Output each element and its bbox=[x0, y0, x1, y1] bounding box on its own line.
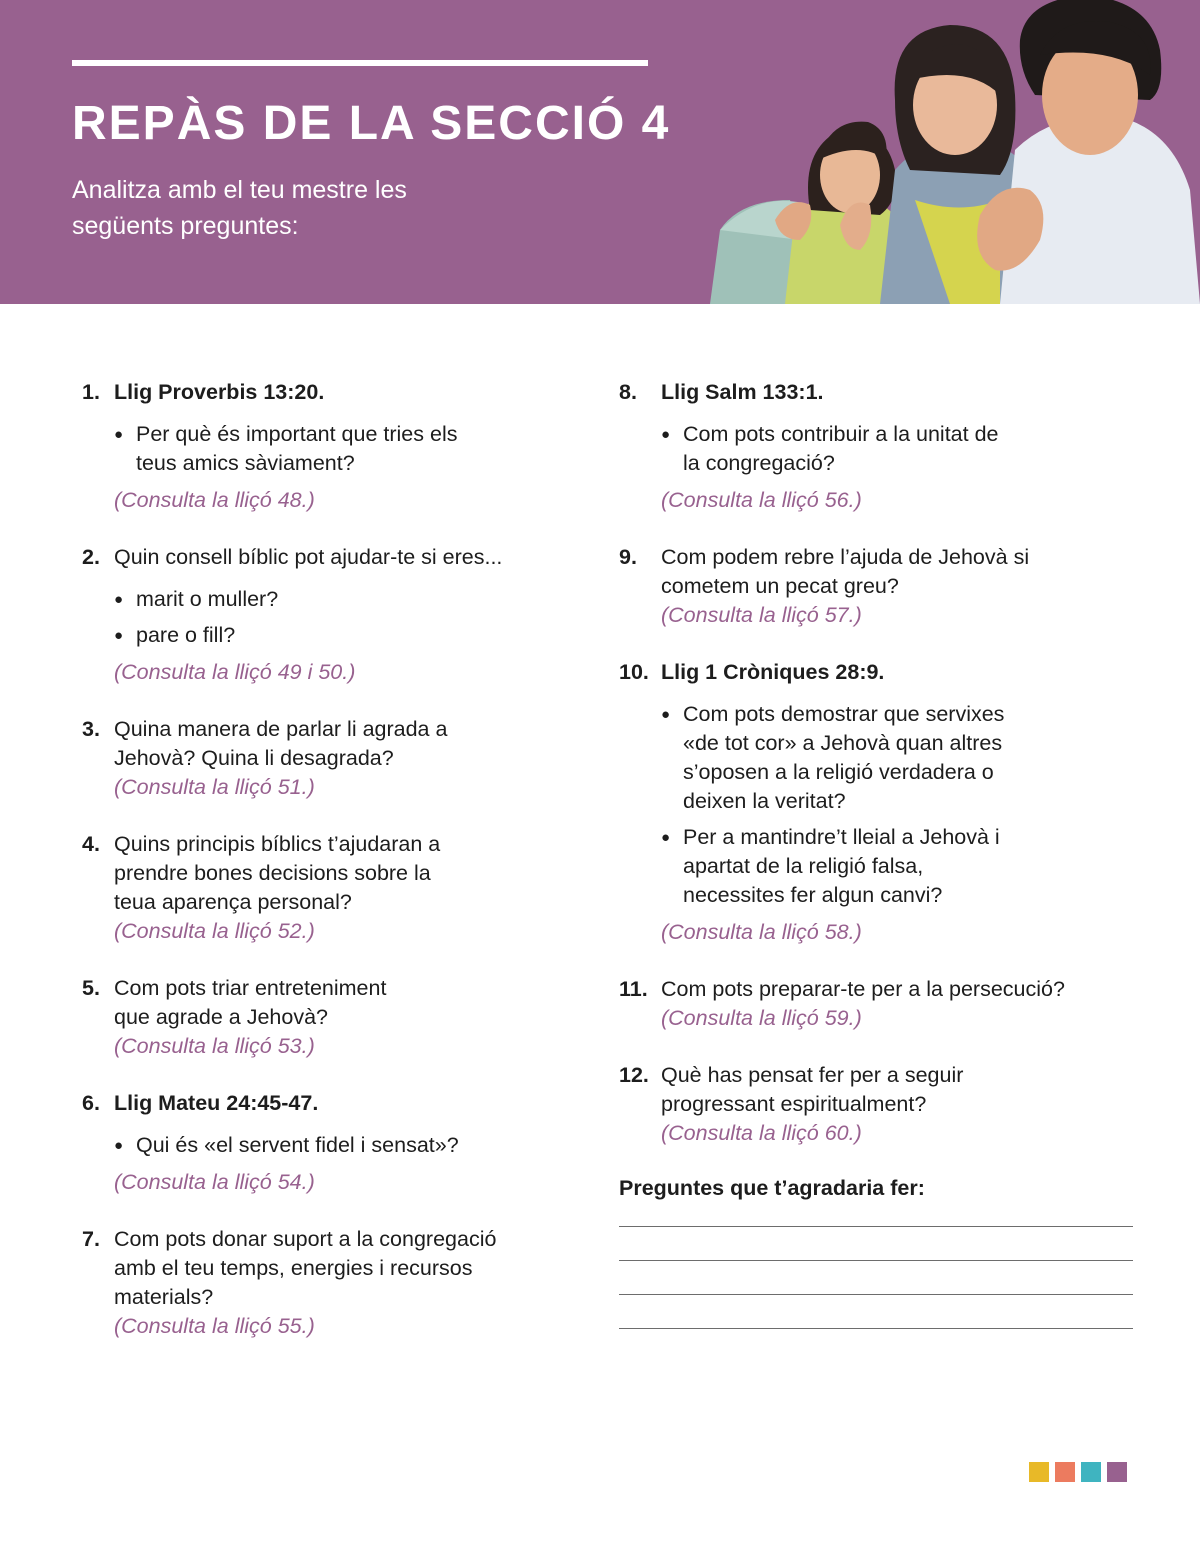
list-item bbox=[82, 420, 552, 478]
swatch-orange bbox=[1055, 1462, 1075, 1482]
list-item bbox=[619, 823, 1139, 910]
lesson-reference: (Consulta la lliçó 49 i 50.) bbox=[114, 660, 356, 684]
lesson-reference: (Consulta la lliçó 52.) bbox=[114, 919, 315, 943]
question-9 bbox=[619, 543, 1139, 630]
lesson-reference: (Consulta la lliçó 54.) bbox=[114, 1170, 315, 1194]
question-number: 10. bbox=[619, 660, 649, 684]
question-12 bbox=[619, 1061, 1139, 1148]
lesson-reference: (Consulta la lliçó 60.) bbox=[661, 1121, 862, 1145]
list-item bbox=[82, 621, 552, 650]
family-praying-illustration bbox=[700, 0, 1200, 304]
question-5 bbox=[82, 974, 552, 1061]
question-text: Com pots donar suport a la congregació amb el teu temps, energies i recursos materials? bbox=[114, 1227, 497, 1309]
bullet-text: Com pots demostrar que servixes «de tot cor» a Jehovà quan altres s’oposen a la religió verdadera o deixen la veritat? bbox=[683, 702, 1005, 813]
question-number: 4. bbox=[82, 832, 100, 856]
bullet-text: Per a mantindre’t lleial a Jehovà i apartat de la religió falsa, necessites fer algun canvi? bbox=[683, 825, 1000, 907]
bullet-text: Com pots contribuir a la unitat de la congregació? bbox=[683, 422, 999, 475]
list-item bbox=[619, 420, 1139, 478]
page-subtitle: Analitza amb el teu mestre les següents preguntes: bbox=[72, 176, 407, 240]
question-text: Què has pensat fer per a seguir progressant espiritualment? bbox=[661, 1063, 964, 1116]
question-number: 5. bbox=[82, 976, 100, 1000]
question-number: 11. bbox=[619, 977, 648, 1001]
question-text: Quina manera de parlar li agrada a Jehovà? Quina li desagrada? bbox=[114, 717, 448, 770]
notes-section bbox=[619, 1176, 1139, 1329]
bullet-text: Per què és important que tries els teus amics sàviament? bbox=[136, 422, 458, 475]
notes-title: Preguntes que t’agradaria fer: bbox=[619, 1176, 925, 1200]
question-6 bbox=[82, 1089, 552, 1197]
question-number: 6. bbox=[82, 1091, 100, 1115]
question-4 bbox=[82, 830, 552, 946]
bullet-icon: ● bbox=[661, 706, 671, 723]
question-number: 2. bbox=[82, 545, 100, 569]
question-3 bbox=[82, 715, 552, 802]
question-number: 7. bbox=[82, 1227, 100, 1251]
question-1 bbox=[82, 378, 552, 515]
bullet-text: marit o muller? bbox=[136, 587, 279, 611]
question-11 bbox=[619, 975, 1139, 1033]
note-line bbox=[619, 1328, 1133, 1329]
question-number: 1. bbox=[82, 380, 100, 404]
color-swatches bbox=[1029, 1462, 1127, 1482]
question-2 bbox=[82, 543, 552, 687]
lesson-reference: (Consulta la lliçó 51.) bbox=[114, 775, 315, 799]
question-7 bbox=[82, 1225, 552, 1341]
question-number: 9. bbox=[619, 545, 637, 569]
list-item bbox=[82, 1131, 552, 1160]
bullet-icon: ● bbox=[661, 426, 671, 443]
lesson-reference: (Consulta la lliçó 59.) bbox=[661, 1006, 862, 1030]
question-text: Com pots triar entreteniment que agrade a Jehovà? bbox=[114, 976, 387, 1029]
question-8 bbox=[619, 378, 1139, 515]
bullet-text: pare o fill? bbox=[136, 623, 236, 647]
questions-right-column bbox=[619, 378, 1139, 1329]
bullet-text: Qui és «el servent fidel i sensat»? bbox=[136, 1133, 459, 1157]
lesson-reference: (Consulta la lliçó 56.) bbox=[661, 488, 862, 512]
bullet-icon: ● bbox=[114, 426, 124, 443]
note-line bbox=[619, 1260, 1133, 1261]
swatch-yellow bbox=[1029, 1462, 1049, 1482]
question-text: Llig Proverbis 13:20. bbox=[114, 380, 325, 404]
note-line bbox=[619, 1226, 1133, 1227]
question-number: 8. bbox=[619, 380, 637, 404]
header-rule bbox=[72, 60, 648, 66]
page-title: REPÀS DE LA SECCIÓ 4 bbox=[72, 97, 671, 150]
section-header bbox=[0, 0, 1200, 304]
question-text: Llig Salm 133:1. bbox=[661, 380, 824, 404]
note-line bbox=[619, 1294, 1133, 1295]
bullet-icon: ● bbox=[114, 1137, 124, 1154]
bullet-icon: ● bbox=[661, 829, 671, 846]
question-text: Quin consell bíblic pot ajudar-te si eres... bbox=[114, 545, 503, 569]
question-text: Com podem rebre l’ajuda de Jehovà si cometem un pecat greu? bbox=[661, 545, 1030, 598]
bullet-icon: ● bbox=[114, 591, 124, 608]
question-number: 3. bbox=[82, 717, 100, 741]
list-item bbox=[82, 585, 552, 614]
lesson-reference: (Consulta la lliçó 58.) bbox=[661, 920, 862, 944]
lesson-reference: (Consulta la lliçó 55.) bbox=[114, 1314, 315, 1338]
question-text: Quins principis bíblics t’ajudaran a prendre bones decisions sobre la teua aparença personal? bbox=[114, 832, 441, 914]
question-text: Com pots preparar-te per a la persecució? bbox=[661, 977, 1065, 1001]
question-text: Llig Mateu 24:45-47. bbox=[114, 1091, 319, 1115]
question-10 bbox=[619, 658, 1139, 947]
bullet-icon: ● bbox=[114, 627, 124, 644]
list-item bbox=[619, 700, 1139, 816]
lesson-reference: (Consulta la lliçó 57.) bbox=[661, 603, 862, 627]
swatch-purple bbox=[1107, 1462, 1127, 1482]
question-text: Llig 1 Cròniques 28:9. bbox=[661, 660, 885, 684]
question-number: 12. bbox=[619, 1063, 649, 1087]
lesson-reference: (Consulta la lliçó 53.) bbox=[114, 1034, 315, 1058]
lesson-reference: (Consulta la lliçó 48.) bbox=[114, 488, 315, 512]
questions-left-column bbox=[82, 378, 552, 1341]
swatch-teal bbox=[1081, 1462, 1101, 1482]
